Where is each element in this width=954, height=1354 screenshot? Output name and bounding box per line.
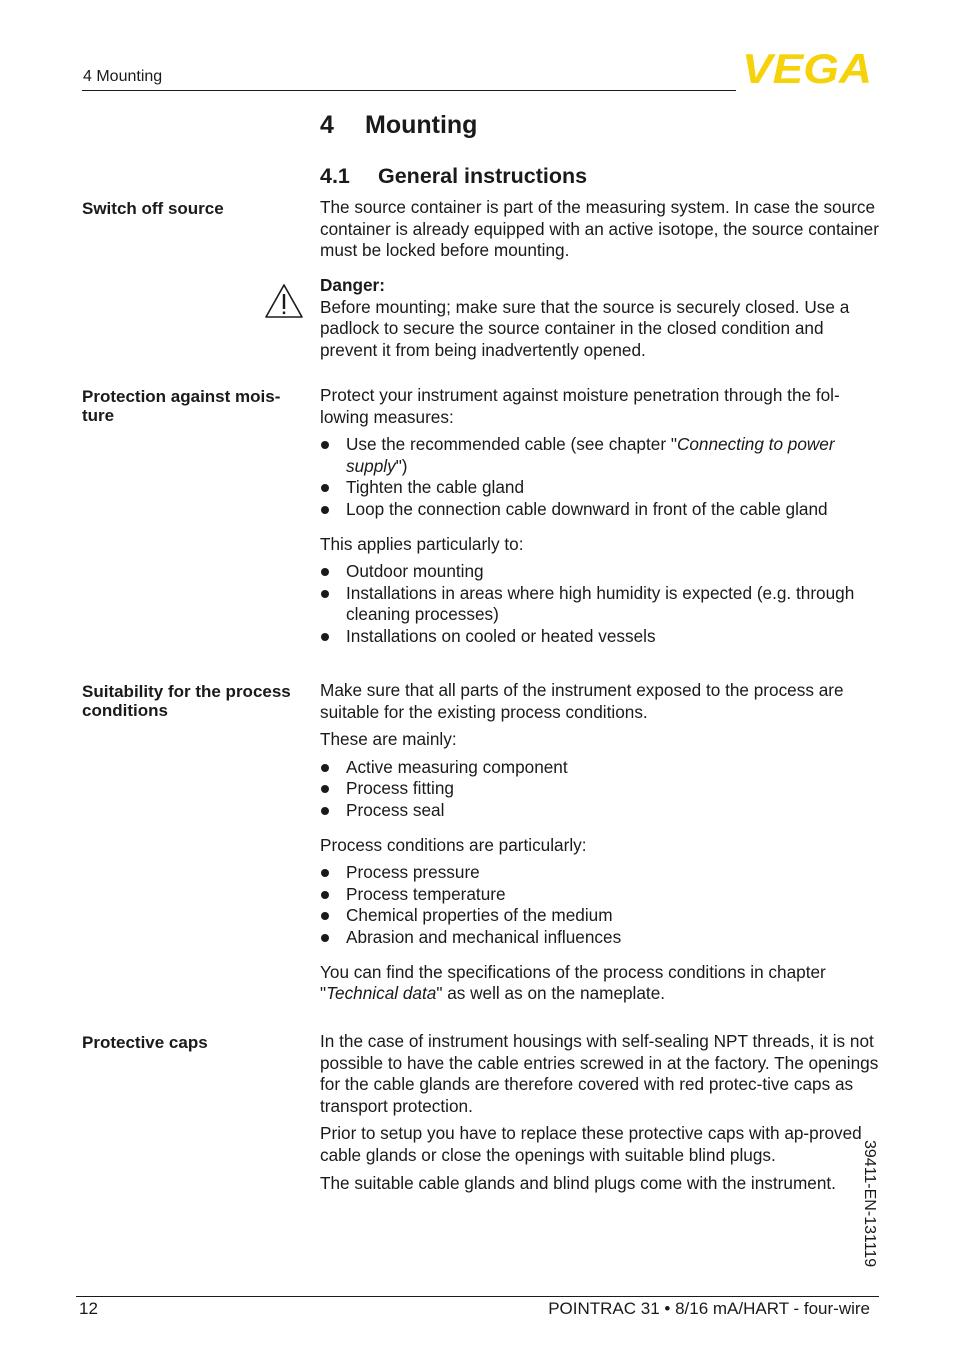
side-label-suitability-line1: Suitability for the process [82,682,291,701]
side-label-moisture-line1: Protection against mois- [82,387,281,406]
moisture-measures-list [320,434,880,520]
danger-block [320,275,880,361]
caps-paragraph-1: In the case of instrument housings with self-sealing NPT threads, it is not possible to have the cable entries screwed in at the factory. The openings for the cable glands are therefore covered with red protec-tive caps as transport protection. [320,1031,879,1116]
list-item: Process temperature [320,884,880,906]
vega-logo [742,50,874,86]
footer-divider [76,1296,879,1297]
list-item: Abrasion and mechanical influences [320,927,880,949]
side-label-caps: Protective caps [82,1033,208,1052]
list-item: Installations in areas where high humidity is expected (e.g. through cleaning processes) [320,583,880,626]
logo-text: VEGA [742,50,872,86]
section-number: 4.1 [320,164,350,188]
footer-product-title: POINTRAC 31 • 8/16 mA/HART - four-wire [548,1299,870,1318]
list-item: Process pressure [320,862,880,884]
chapter-number: 4 [320,111,334,139]
caps-paragraph-2: Prior to setup you have to replace these protective caps with ap-proved cable glands or close the openings with suitable blind plugs. [320,1123,862,1165]
switch-off-paragraph: The source container is part of the measuring system. In case the source container is already equipped with an active isotope, the source container must be locked before mounting. [320,197,879,261]
chapter-reference: Technical data [326,983,437,1004]
mainly-list [320,757,880,822]
side-label-moisture [82,387,314,425]
list-item: Loop the connection cable downward in front of the cable gland [320,499,880,521]
applies-list [320,561,880,647]
list-item: Process seal [320,800,880,822]
chapter-title: Mounting [365,111,478,139]
conditions-intro: Process conditions are particularly: [320,834,587,855]
mainly-intro: These are mainly: [320,729,457,750]
chapter-heading [320,111,477,140]
list-item: Use the recommended cable (see chapter "Connecting to power supply") [320,434,880,477]
list-item: Active measuring component [320,757,880,779]
caps-paragraph-3: The suitable cable glands and blind plugs come with the instrument. [320,1172,836,1193]
list-item: Process fitting [320,778,880,800]
side-label-moisture-line2: ture [82,406,115,425]
moisture-intro: Protect your instrument against moisture penetration through the fol-lowing measures: [320,385,840,427]
applies-intro: This applies particularly to: [320,533,524,554]
danger-text: Before mounting; make sure that the source is securely closed. Use a padlock to secure the source container in the closed condition and prevent it from being inadvertently opened. [320,296,850,360]
running-header: 4 Mounting [83,68,163,85]
header-divider [82,90,736,91]
section-heading [320,164,587,189]
specification-note: You can find the specifications of the process conditions in chapter "Technical data" as well as on the nameplate. [320,961,826,1004]
page-number: 12 [79,1299,98,1318]
side-label-suitability [82,682,314,720]
list-item: Installations on cooled or heated vessels [320,626,880,648]
suitability-intro: Make sure that all parts of the instrument exposed to the process are suitable for the existing process conditions. [320,680,844,722]
moisture-block [320,385,880,648]
document-code: 39411-EN-131119 [861,1140,878,1268]
side-label-suitability-line2: conditions [82,701,168,720]
warning-triangle-icon [264,283,304,319]
list-item: Chemical properties of the medium [320,905,880,927]
danger-label: Danger: [320,275,385,295]
side-label-switch-off: Switch off source [82,199,224,218]
conditions-list [320,862,880,948]
chapter-reference: Connecting to power supply [346,434,835,476]
list-item: Outdoor mounting [320,561,880,583]
list-item: Tighten the cable gland [320,477,880,499]
suitability-block [320,680,880,1005]
caps-block [320,1031,880,1194]
switch-off-text [320,197,880,262]
section-title: General instructions [378,164,588,188]
